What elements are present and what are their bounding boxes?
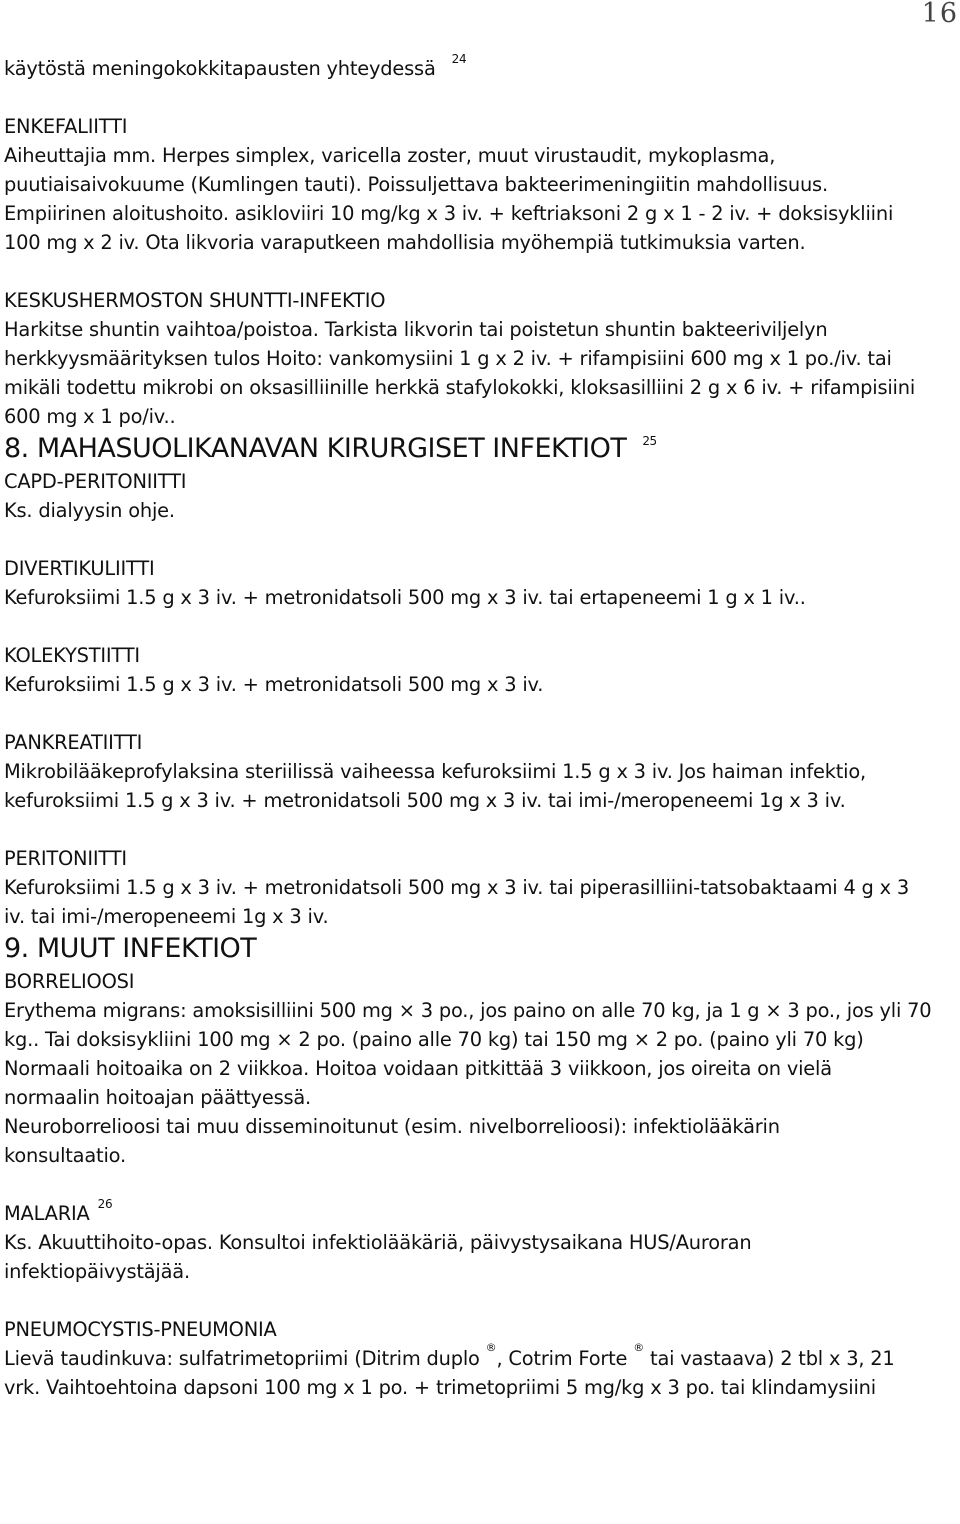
text-line: mikäli todettu mikrobi on oksasilliinille herkkä stafylokokki, kloksasilliini 2 g x 6 iv. + rifampisiini xyxy=(4,376,916,399)
text-line: konsultaatio. xyxy=(4,1144,126,1167)
text-line: Ks. Akuuttihoito-opas. Konsultoi infektiolääkäriä, päivystysaikana HUS/Auroran xyxy=(4,1231,752,1254)
text-line: infektiopäivystäjää. xyxy=(4,1260,190,1283)
text-line: normaalin hoitoajan päättyessä. xyxy=(4,1086,312,1109)
section-heading-pneumocystis: PNEUMOCYSTIS-PNEUMONIA xyxy=(4,1318,277,1341)
text-line: Ks. dialyysin ohje. xyxy=(4,499,175,522)
text-line: Mikrobilääkeprofylaksina steriilissä vaiheessa kefuroksiimi 1.5 g x 3 iv. Jos haiman infektio, xyxy=(4,760,866,783)
text-line: Lievä taudinkuva: sulfatrimetopriimi (Ditrim duplo ®, Cotrim Forte ® tai vastaava) 2 tbl x 3, 21 xyxy=(4,1341,895,1370)
section-heading-enkefaliitti: ENKEFALIITTI xyxy=(4,115,128,138)
text-line: Empiirinen aloitushoito. asikloviiri 10 mg/kg x 3 iv. + keftriaksoni 2 g x 1 - 2 iv. + doksisykliini xyxy=(4,202,894,225)
document-body xyxy=(4,54,954,1402)
text-line: Harkitse shuntin vaihtoa/poistoa. Tarkista likvorin tai poistetun shuntin bakteeriviljelyn xyxy=(4,318,828,341)
text-line: Normaali hoitoaika on 2 viikkoa. Hoitoa voidaan pitkittää 3 viikkoon, jos oireita on vielä xyxy=(4,1057,832,1080)
section-heading-peritoniitti: PERITONIITTI xyxy=(4,847,127,870)
text-line: Kefuroksiimi 1.5 g x 3 iv. + metronidatsoli 500 mg x 3 iv. tai ertapeneemi 1 g x 1 iv.. xyxy=(4,586,806,609)
text-line: kg.. Tai doksisykliini 100 mg × 2 po. (paino alle 70 kg) tai 150 mg × 2 po. (paino yli 70 kg) xyxy=(4,1028,864,1051)
text-line: 600 mg x 1 po/iv.. xyxy=(4,405,176,428)
text-line: käytöstä meningokokkitapausten yhteydessä $^{24}$ xyxy=(4,52,467,80)
section-heading-shuntti: KESKUSHERMOSTON SHUNTTI-INFEKTIO xyxy=(4,289,386,312)
chapter-heading-8: 8. MAHASUOLIKANAVAN KIRURGISET INFEKTIOT $^{25}$ xyxy=(4,433,657,464)
text-line: Erythema migrans: amoksisilliini 500 mg × 3 po., jos paino on alle 70 kg, ja 1 g × 3 po., jos yli 70 xyxy=(4,999,932,1022)
chapter-heading-9: 9. MUUT INFEKTIOT xyxy=(4,933,257,964)
text-line: Neuroborrelioosi tai muu disseminoitunut (esim. nivelborrelioosi): infektiolääkärin xyxy=(4,1115,780,1138)
text-line: iv. tai imi-/meropeneemi 1g x 3 iv. xyxy=(4,905,329,928)
text-line: Kefuroksiimi 1.5 g x 3 iv. + metronidatsoli 500 mg x 3 iv. tai piperasilliini-tatsobaktaami 4 g x 3 xyxy=(4,876,909,899)
text-line: Aiheuttajia mm. Herpes simplex, varicella zoster, muut virustaudit, mykoplasma, xyxy=(4,144,776,167)
page-number: 16 xyxy=(921,0,958,29)
section-heading-capd: CAPD-PERITONIITTI xyxy=(4,470,187,493)
footnote-ref: 26 xyxy=(97,1197,113,1211)
section-heading-pankreatiitti: PANKREATIITTI xyxy=(4,731,143,754)
footnote-ref: 24 xyxy=(451,52,467,66)
text-line: Kefuroksiimi 1.5 g x 3 iv. + metronidatsoli 500 mg x 3 iv. xyxy=(4,673,544,696)
text-line: vrk. Vaihtoehtoina dapsoni 100 mg x 1 po. + trimetopriimi 5 mg/kg x 3 po. tai klindamysiini xyxy=(4,1376,876,1399)
text-line: herkkyysmäärityksen tulos Hoito: vankomysiini 1 g x 2 iv. + rifampisiini 600 mg x 1 po./iv. tai xyxy=(4,347,892,370)
text-line: 100 mg x 2 iv. Ota likvoria varaputkeen mahdollisia myöhempiä tutkimuksia varten. xyxy=(4,231,806,254)
section-heading-divertikuliitti: DIVERTIKULIITTI xyxy=(4,557,155,580)
section-heading-malaria: MALARIA $^{26}$ xyxy=(4,1197,113,1225)
text-line: kefuroksiimi 1.5 g x 3 iv. + metronidatsoli 500 mg x 3 iv. tai imi-/meropeneemi 1g x 3 iv. xyxy=(4,789,846,812)
footnote-ref: 25 xyxy=(642,434,657,448)
text-line: puutiaisaivokuume (Kumlingen tauti). Poissuljettava bakteerimeningiitin mahdollisuus. xyxy=(4,173,828,196)
registered-mark: ® xyxy=(485,1341,497,1354)
registered-mark: ® xyxy=(633,1341,645,1354)
section-heading-kolekystiitti: KOLEKYSTIITTI xyxy=(4,644,140,667)
section-heading-borrelioosi: BORRELIOOSI xyxy=(4,970,135,993)
